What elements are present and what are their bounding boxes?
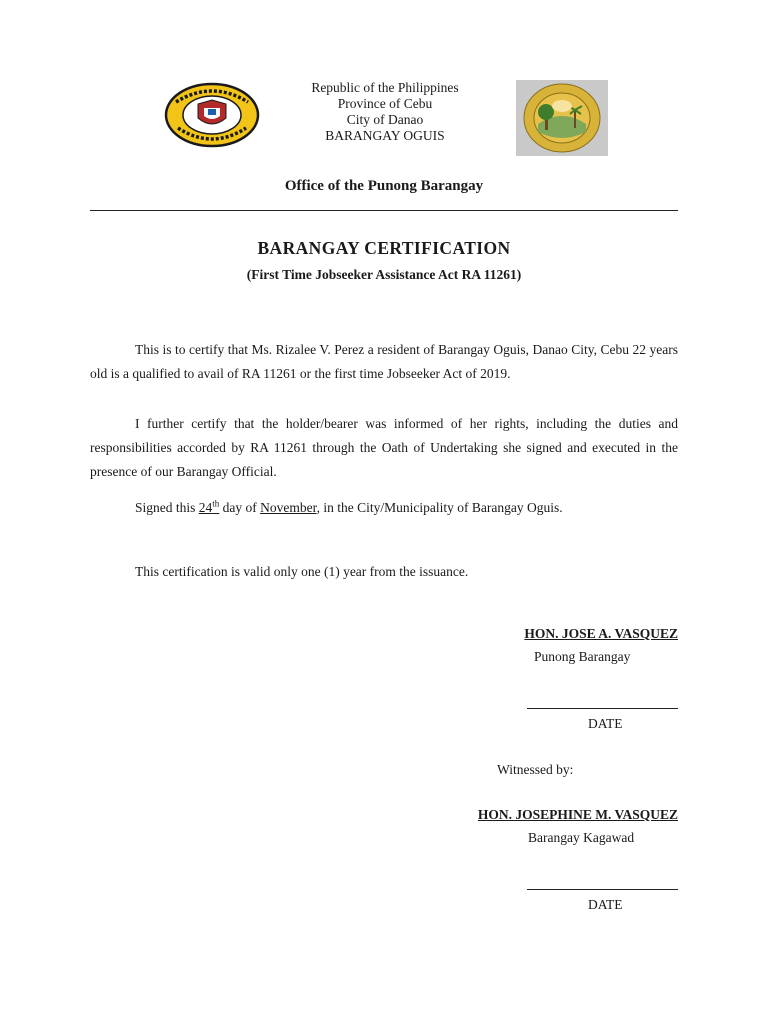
punong-barangay-name: HON. JOSE A. VASQUEZ — [524, 626, 678, 641]
signed-mid: day of — [219, 500, 261, 515]
signed-day-suffix: th — [212, 498, 220, 509]
signed-prefix: Signed this — [135, 500, 199, 515]
paragraph-1-text: This is to certify that Ms. Rizalee V. Perez a resident of Barangay Oguis, Danao City, Cebu 22 years old is a qualified to avail of RA 11261 or the first time Jobseeker Act of 2019. — [90, 342, 678, 381]
signed-date-line — [135, 500, 563, 516]
barangay-oguis-seal — [516, 80, 608, 156]
header-city: City of Danao — [346, 112, 424, 127]
kagawad-name: HON. JOSEPHINE M. VASQUEZ — [477, 807, 678, 822]
signed-suffix: , in the City/Municipality of Barangay Oguis. — [316, 500, 563, 515]
signed-day-number: 24 — [198, 500, 213, 515]
header-divider — [90, 210, 678, 211]
document-title: BARANGAY CERTIFICATION — [257, 238, 511, 258]
header-province: Province of Cebu — [337, 96, 433, 111]
office-title: Office of the Punong Barangay — [284, 178, 484, 194]
certification-paragraph-1 — [90, 338, 678, 386]
date-label-1: DATE — [588, 716, 623, 731]
city-of-danao-seal — [164, 82, 260, 148]
signed-day — [199, 500, 220, 515]
header-country: Republic of the Philippines — [311, 80, 459, 95]
signed-month: November — [260, 500, 317, 515]
witnessed-by-label: Witnessed by: — [497, 762, 574, 777]
punong-barangay-title: Punong Barangay — [534, 649, 631, 664]
signature-line-1 — [527, 708, 678, 709]
document-subtitle: (First Time Jobseeker Assistance Act RA 11261) — [246, 267, 522, 282]
validity-statement: This certification is valid only one (1) year from the issuance. — [135, 564, 469, 579]
signature-line-2 — [527, 889, 678, 890]
paragraph-2-text: I further certify that the holder/bearer was informed of her rights, including the duties and responsibilities accorded by RA 11261 through the Oath of Undertaking she signed and executed in the presence of our Barangay Official. — [90, 416, 678, 479]
letterhead — [270, 80, 500, 144]
certification-paragraph-2 — [90, 412, 678, 484]
date-label-2: DATE — [588, 897, 623, 912]
header-barangay: BARANGAY OGUIS — [325, 128, 445, 143]
kagawad-title: Barangay Kagawad — [528, 830, 635, 845]
